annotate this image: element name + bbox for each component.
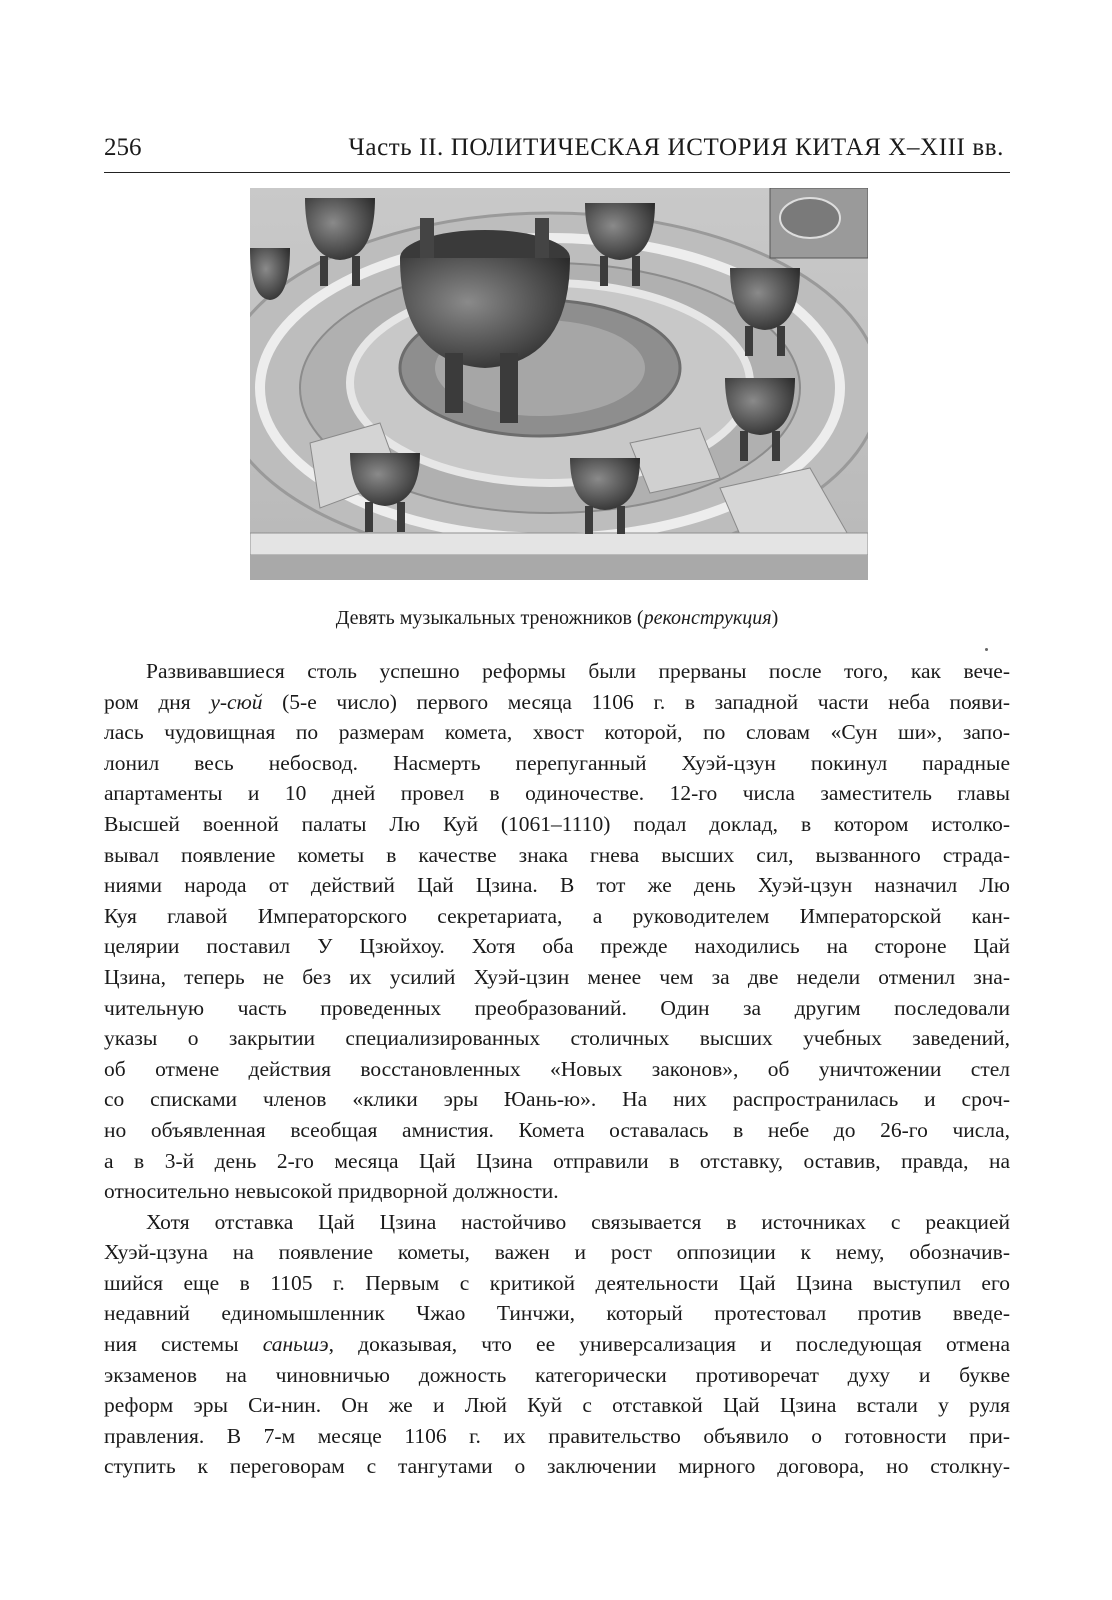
text-line: а в 3-й день 2-го месяца Цай Цзина отправили в отставку, оставив, правда, на [104, 1148, 1010, 1173]
page-header [104, 132, 1010, 173]
page-number: 256 [104, 134, 142, 161]
text-line: вывал появление кометы в качестве знака гнева высших сил, вызванного страда- [104, 842, 1010, 867]
text-line: шийся еще в 1105 г. Первым с критикой деятельности Цай Цзина выступил его [104, 1270, 1010, 1295]
text-line: лась чудовищная по размерам комета, хвост которой, по словам «Сун ши», запо- [104, 720, 1010, 745]
caption-text: Девять музыкальных треножников ( [335, 607, 644, 629]
text-line: ниями народа от действий Цай Цзина. В тот же день Хуэй-цзун назначил Лю [104, 873, 1010, 898]
text-line: чительную часть проведенных преобразований. Один за другим последовали [104, 995, 1010, 1020]
text-line: Хуэй-цзуна на появление кометы, важен и рост оппозиции к нему, обозначив- [104, 1240, 1010, 1265]
text-line: ступить к переговорам с тангутами о заключении мирного договора, но столкну- [104, 1454, 1010, 1479]
text-line: Цзина, теперь не без их усилий Хуэй-цзин менее чем за две недели отменил зна- [104, 964, 1010, 989]
text-line: экзаменов на чиновничью дожность категорически противоречат духу и букве [104, 1362, 1010, 1387]
term-sanshe: саньшэ [262, 1332, 329, 1357]
text-line: Куя главой Императорского секретариата, а руководителем Императорской кан- [104, 903, 1010, 928]
running-head: Часть II. ПОЛИТИЧЕСКАЯ ИСТОРИЯ КИТАЯ X–XIII вв. [348, 134, 1004, 161]
text-line: об отмене действия восстановленных «Новых законов», об уничтожении стел [104, 1056, 1010, 1081]
paragraph-2 [104, 1207, 1010, 1482]
text-line: Развивавшиеся столь успешно реформы были прерваны после того, как вече- [146, 659, 1010, 683]
stray-dot [985, 648, 988, 651]
text-line: относительно невысокой придворной должности. [104, 1179, 559, 1204]
text-line: Хотя отставка Цай Цзина настойчиво связывается в источниках с реакцией [146, 1209, 1010, 1234]
caption-close: ) [771, 607, 779, 629]
tripods-illustration [250, 188, 868, 580]
text-line: реформ эры Си-нин. Он же и Люй Куй с отставкой Цай Цзина встали у руля [104, 1393, 1010, 1418]
text-line: недавний единомышленник Чжао Тинчжи, который протестовал против введе- [104, 1301, 1010, 1326]
text-line: Высшей военной палаты Лю Куй (1061–1110) подал доклад, в котором истолко- [104, 811, 1010, 836]
paragraph-1 [104, 656, 1010, 1207]
text-line: целярии поставил У Цзюйхоу. Хотя оба прежде находились на стороне Цай [104, 934, 1010, 959]
text-line: со списками членов «клики эры Юань-ю». На них распространилась и сроч- [104, 1087, 1010, 1112]
text-line: но объявленная всеобщая амнистия. Комета оставалась в небе до 26-го числа, [104, 1117, 1010, 1142]
figure-caption [104, 604, 1010, 632]
term-u-syuy: у-сюй [210, 689, 263, 714]
text-line: правления. В 7-м месяце 1106 г. их правительство объявило о готовности при- [104, 1423, 1010, 1448]
text-line: ром дня у-сюй (5-е число) первого месяца 1106 г. в западной части неба появи- [104, 689, 1010, 714]
text-line: лонил весь небосвод. Насмерть перепуганный Хуэй-цзун покинул парадные [104, 750, 1010, 775]
text-line: ния системы саньшэ, доказывая, что ее универсализация и последующая отмена [104, 1332, 1011, 1357]
caption-italic: реконструкция [643, 607, 772, 629]
body-text [104, 656, 1010, 1482]
text-line: апартаменты и 10 дней провел в одиночестве. 12-го числа заместитель главы [104, 781, 1010, 806]
text-line: указы о закрытии специализированных столичных высших учебных заведений, [104, 1026, 1010, 1051]
